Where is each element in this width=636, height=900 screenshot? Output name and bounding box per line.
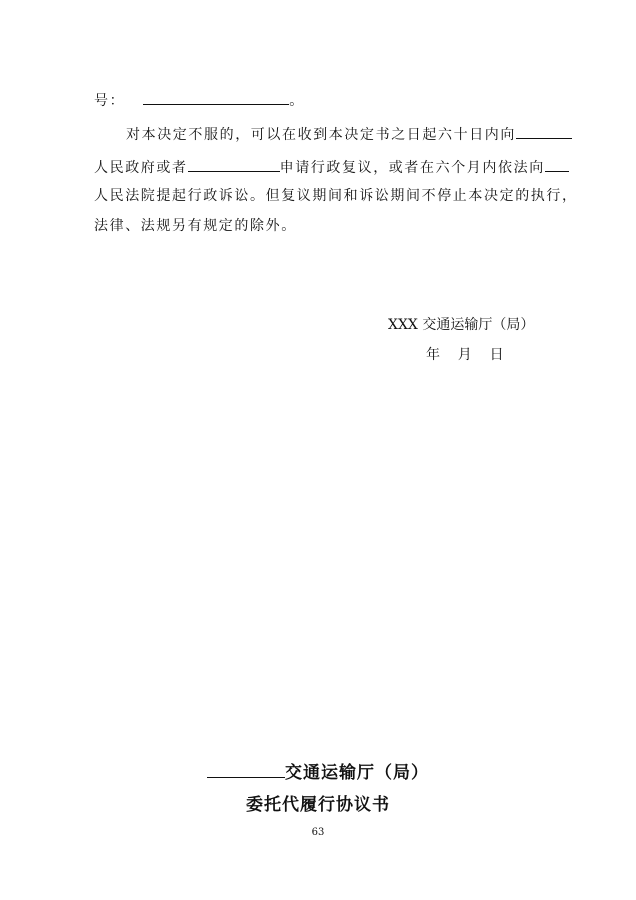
department-blank [207, 760, 285, 778]
review-authority-blank [188, 157, 280, 172]
appeal-notice-text-4: 法律、法规另有规定的除外。 [94, 218, 297, 234]
appeal-notice-text-2a: 人民政府或者 [94, 160, 188, 176]
next-document-title [0, 760, 636, 784]
appeal-notice-text-3: 人民法院提起行政诉讼。但复议期间和诉讼期间不停止本决定的执行， [94, 188, 578, 204]
decision-number-blank [143, 90, 289, 105]
page-number: 63 [311, 827, 325, 838]
next-document-title-text: 交通运输厅（局） [285, 763, 429, 783]
appeal-notice-line-2 [94, 157, 569, 177]
issuer-name: XXX 交通运输厅（局） [388, 317, 535, 333]
next-document-subtitle: 委托代履行协议书 [246, 795, 390, 815]
decision-number-line [94, 90, 305, 110]
appeal-notice-line-1 [126, 124, 572, 144]
issue-date: 年 月 日 [426, 347, 504, 363]
decision-number-end: 。 [289, 93, 305, 109]
appeal-notice-line-4 [94, 217, 297, 235]
appeal-notice-text-1: 对本决定不服的，可以在收到本决定书之日起六十日内向 [126, 127, 516, 143]
court-blank [545, 157, 569, 172]
appeal-notice-text-2b: 申请行政复议，或者在六个月内依法向 [279, 160, 545, 176]
government-blank [516, 124, 572, 139]
decision-number-label: 号： [94, 93, 126, 109]
appeal-notice-line-3 [94, 187, 578, 205]
